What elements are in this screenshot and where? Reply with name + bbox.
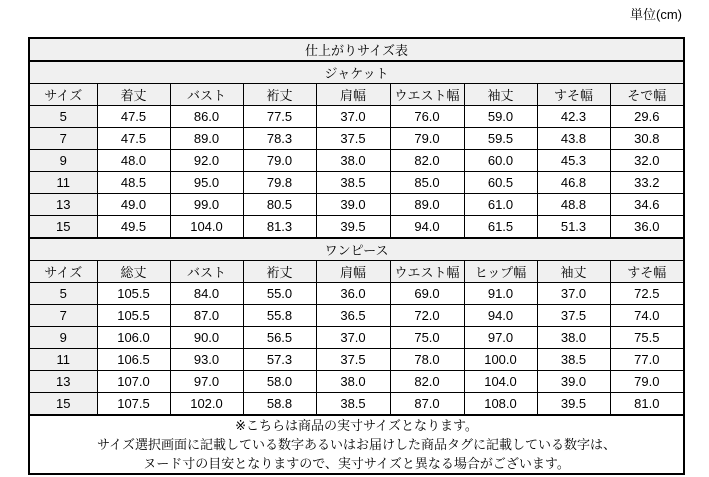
- value-cell: 108.0: [464, 393, 537, 416]
- table-row: [29, 128, 684, 150]
- value-cell: 80.5: [243, 194, 316, 216]
- value-cell: 78.0: [390, 349, 464, 371]
- size-cell: 11: [29, 172, 97, 194]
- table-title-row: [29, 38, 684, 61]
- value-cell: 81.3: [243, 216, 316, 239]
- size-cell: 15: [29, 216, 97, 239]
- value-cell: 100.0: [464, 349, 537, 371]
- header-row-onepiece: [29, 261, 684, 283]
- value-cell: 79.8: [243, 172, 316, 194]
- column-header: ウエスト幅: [390, 261, 464, 283]
- value-cell: 69.0: [390, 283, 464, 305]
- value-cell: 38.5: [537, 349, 610, 371]
- size-table: [28, 37, 685, 475]
- table-row: [29, 216, 684, 239]
- column-header: 肩幅: [316, 84, 390, 106]
- value-cell: 39.5: [537, 393, 610, 416]
- column-header: 袖丈: [464, 84, 537, 106]
- section-row-jacket: [29, 61, 684, 84]
- value-cell: 105.5: [97, 305, 170, 327]
- value-cell: 75.0: [390, 327, 464, 349]
- value-cell: 107.0: [97, 371, 170, 393]
- section-row-onepiece: [29, 238, 684, 261]
- value-cell: 72.5: [610, 283, 684, 305]
- value-cell: 37.0: [316, 327, 390, 349]
- value-cell: 39.5: [316, 216, 390, 239]
- value-cell: 49.0: [97, 194, 170, 216]
- value-cell: 39.0: [316, 194, 390, 216]
- size-cell: 15: [29, 393, 97, 416]
- table-row: [29, 283, 684, 305]
- value-cell: 32.0: [610, 150, 684, 172]
- note-line: サイズ選択画面に記載している数字あるいはお届けした商品タグに記載している数字は、: [97, 437, 617, 452]
- value-cell: 86.0: [170, 106, 243, 128]
- table-row: [29, 305, 684, 327]
- value-cell: 30.8: [610, 128, 684, 150]
- value-cell: 78.3: [243, 128, 316, 150]
- table-row: [29, 106, 684, 128]
- value-cell: 72.0: [390, 305, 464, 327]
- value-cell: 37.0: [316, 106, 390, 128]
- note-row: [29, 415, 684, 474]
- value-cell: 93.0: [170, 349, 243, 371]
- value-cell: 61.0: [464, 194, 537, 216]
- column-header: 総丈: [97, 261, 170, 283]
- table-row: [29, 371, 684, 393]
- value-cell: 81.0: [610, 393, 684, 416]
- value-cell: 49.5: [97, 216, 170, 239]
- value-cell: 89.0: [170, 128, 243, 150]
- column-header: 袖丈: [537, 261, 610, 283]
- value-cell: 48.0: [97, 150, 170, 172]
- value-cell: 94.0: [464, 305, 537, 327]
- size-cell: 9: [29, 150, 97, 172]
- value-cell: 55.8: [243, 305, 316, 327]
- size-cell: 7: [29, 305, 97, 327]
- value-cell: 85.0: [390, 172, 464, 194]
- value-cell: 99.0: [170, 194, 243, 216]
- column-header: 肩幅: [316, 261, 390, 283]
- value-cell: 34.6: [610, 194, 684, 216]
- column-header: 着丈: [97, 84, 170, 106]
- size-cell: 13: [29, 194, 97, 216]
- value-cell: 102.0: [170, 393, 243, 416]
- value-cell: 84.0: [170, 283, 243, 305]
- value-cell: 87.0: [390, 393, 464, 416]
- value-cell: 37.5: [537, 305, 610, 327]
- note: [29, 415, 684, 474]
- value-cell: 37.5: [316, 128, 390, 150]
- column-header: すそ幅: [610, 261, 684, 283]
- value-cell: 106.0: [97, 327, 170, 349]
- value-cell: 105.5: [97, 283, 170, 305]
- value-cell: 55.0: [243, 283, 316, 305]
- value-cell: 37.0: [537, 283, 610, 305]
- column-header: バスト: [170, 84, 243, 106]
- table-row: [29, 172, 684, 194]
- value-cell: 58.0: [243, 371, 316, 393]
- value-cell: 74.0: [610, 305, 684, 327]
- value-cell: 77.0: [610, 349, 684, 371]
- column-header: ウエスト幅: [390, 84, 464, 106]
- value-cell: 38.0: [316, 371, 390, 393]
- table-row: [29, 393, 684, 416]
- value-cell: 90.0: [170, 327, 243, 349]
- size-cell: 5: [29, 283, 97, 305]
- value-cell: 37.5: [316, 349, 390, 371]
- value-cell: 43.8: [537, 128, 610, 150]
- value-cell: 33.2: [610, 172, 684, 194]
- value-cell: 56.5: [243, 327, 316, 349]
- note-line: ※こちらは商品の実寸サイズとなります。: [235, 418, 478, 433]
- value-cell: 87.0: [170, 305, 243, 327]
- value-cell: 36.0: [316, 283, 390, 305]
- value-cell: 94.0: [390, 216, 464, 239]
- value-cell: 76.0: [390, 106, 464, 128]
- value-cell: 79.0: [390, 128, 464, 150]
- value-cell: 89.0: [390, 194, 464, 216]
- size-cell: 7: [29, 128, 97, 150]
- value-cell: 104.0: [464, 371, 537, 393]
- value-cell: 91.0: [464, 283, 537, 305]
- column-header: バスト: [170, 261, 243, 283]
- value-cell: 107.5: [97, 393, 170, 416]
- size-table-body: [29, 38, 684, 474]
- value-cell: 61.5: [464, 216, 537, 239]
- size-cell: 11: [29, 349, 97, 371]
- value-cell: 97.0: [464, 327, 537, 349]
- column-header: すそ幅: [537, 84, 610, 106]
- value-cell: 59.0: [464, 106, 537, 128]
- value-cell: 38.5: [316, 393, 390, 416]
- table-row: [29, 349, 684, 371]
- section-title-onepiece: ワンピース: [29, 238, 684, 261]
- value-cell: 59.5: [464, 128, 537, 150]
- size-cell: 5: [29, 106, 97, 128]
- value-cell: 79.0: [243, 150, 316, 172]
- value-cell: 42.3: [537, 106, 610, 128]
- value-cell: 92.0: [170, 150, 243, 172]
- value-cell: 38.0: [316, 150, 390, 172]
- note-line: ヌード寸の目安となりますので、実寸サイズと異なる場合がございます。: [143, 456, 570, 471]
- column-header: そで幅: [610, 84, 684, 106]
- value-cell: 39.0: [537, 371, 610, 393]
- value-cell: 95.0: [170, 172, 243, 194]
- value-cell: 38.5: [316, 172, 390, 194]
- value-cell: 48.5: [97, 172, 170, 194]
- column-header: ヒップ幅: [464, 261, 537, 283]
- value-cell: 79.0: [610, 371, 684, 393]
- value-cell: 36.0: [610, 216, 684, 239]
- unit-label: 単位(cm): [630, 7, 682, 22]
- value-cell: 106.5: [97, 349, 170, 371]
- value-cell: 48.8: [537, 194, 610, 216]
- value-cell: 82.0: [390, 371, 464, 393]
- section-title-jacket: ジャケット: [29, 61, 684, 84]
- value-cell: 77.5: [243, 106, 316, 128]
- value-cell: 58.8: [243, 393, 316, 416]
- size-cell: 9: [29, 327, 97, 349]
- value-cell: 47.5: [97, 106, 170, 128]
- value-cell: 47.5: [97, 128, 170, 150]
- size-cell: 13: [29, 371, 97, 393]
- column-header: サイズ: [29, 261, 97, 283]
- table-row: [29, 150, 684, 172]
- value-cell: 104.0: [170, 216, 243, 239]
- value-cell: 38.0: [537, 327, 610, 349]
- table-row: [29, 327, 684, 349]
- header-row-jacket: [29, 84, 684, 106]
- table-title: 仕上がりサイズ表: [29, 38, 684, 61]
- value-cell: 29.6: [610, 106, 684, 128]
- value-cell: 60.0: [464, 150, 537, 172]
- value-cell: 46.8: [537, 172, 610, 194]
- value-cell: 51.3: [537, 216, 610, 239]
- column-header: 裄丈: [243, 261, 316, 283]
- column-header: 裄丈: [243, 84, 316, 106]
- column-header: サイズ: [29, 84, 97, 106]
- value-cell: 60.5: [464, 172, 537, 194]
- value-cell: 97.0: [170, 371, 243, 393]
- value-cell: 75.5: [610, 327, 684, 349]
- value-cell: 82.0: [390, 150, 464, 172]
- table-row: [29, 194, 684, 216]
- value-cell: 57.3: [243, 349, 316, 371]
- value-cell: 36.5: [316, 305, 390, 327]
- value-cell: 45.3: [537, 150, 610, 172]
